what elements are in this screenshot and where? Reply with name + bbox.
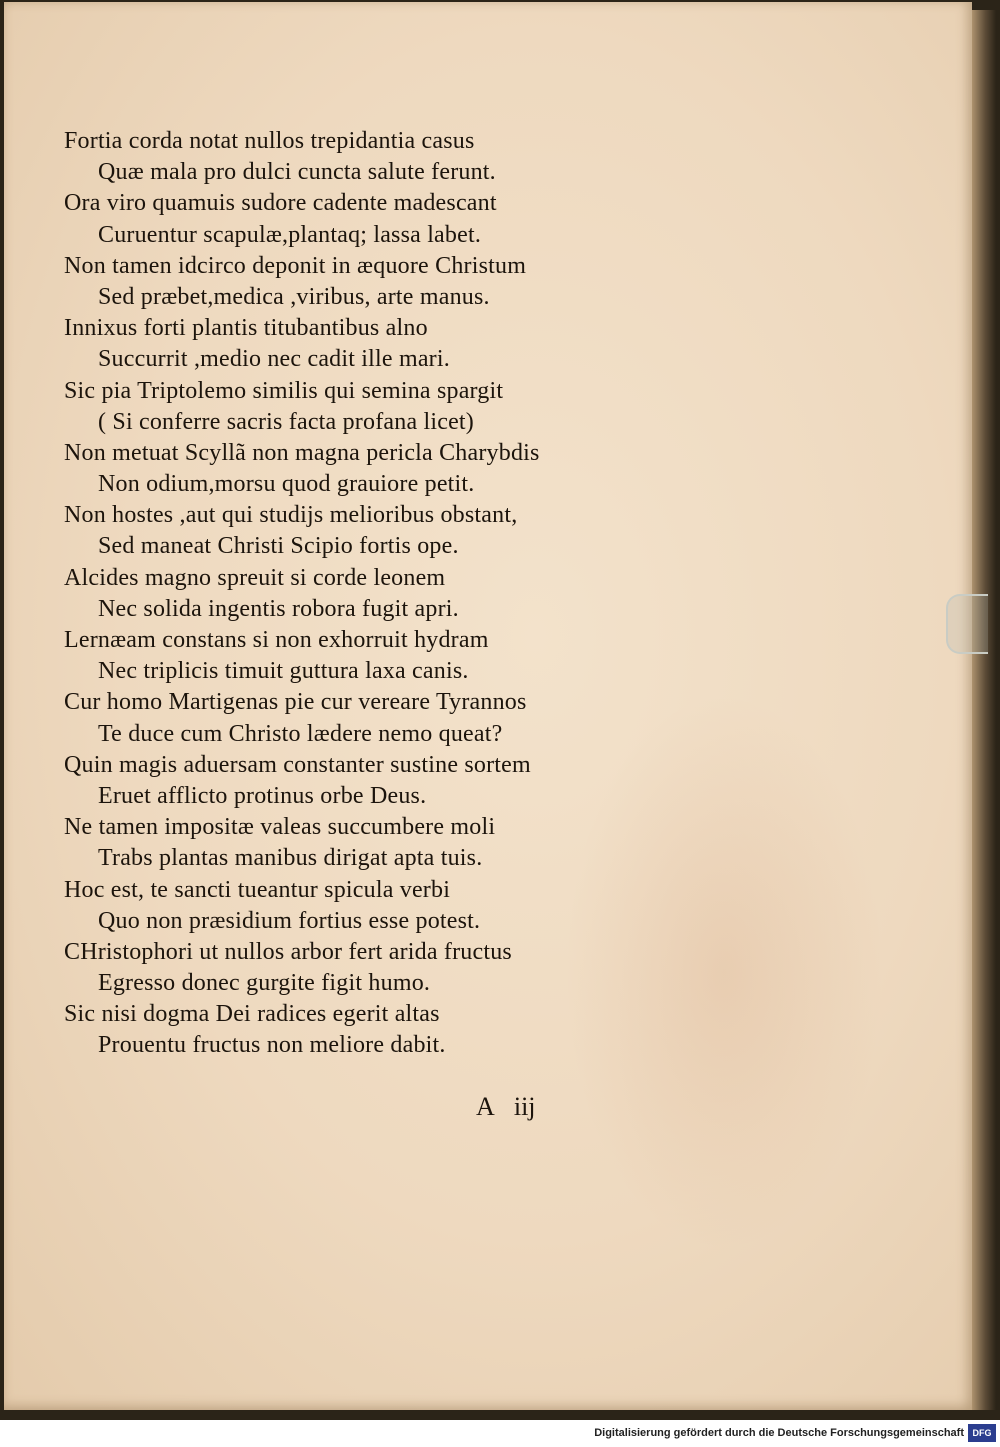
poem-line: ( Si conferre sacris facta profana licet) — [98, 408, 474, 435]
poem-line: Innixus forti plantis titubantibus alno — [64, 315, 428, 342]
poem-line: Fortia corda notat nullos trepidantia casus — [64, 128, 475, 154]
poem-line: Quin magis aduersam constanter sustine sortem — [64, 751, 531, 778]
poem-line: Nec triplicis timuit guttura laxa canis. — [98, 658, 469, 685]
poem-line: Sed præbet,medica ,viribus, arte manus. — [98, 283, 490, 310]
signature-mark: A iij — [476, 1092, 536, 1121]
poem-line: Nec solida ingentis robora fugit apri. — [98, 595, 459, 622]
poem-line: Te duce cum Christo lædere nemo queat? — [98, 720, 503, 747]
dfg-logo: DFG — [968, 1424, 996, 1442]
poem-line: CHristophori ut nullos arbor fert arida fructus — [64, 938, 512, 965]
poem-line: Ora viro quamuis sudore cadente madescant — [64, 190, 497, 217]
poem-line: Ne tamen impositæ valeas succumbere moli — [64, 814, 496, 841]
poem-line: Quo non præsidium fortius esse potest. — [98, 907, 481, 934]
digitization-footer — [0, 1420, 1000, 1447]
poem-line: Lernæam constans si non exhorruit hydram — [64, 627, 489, 653]
poem-line: Sic pia Triptolemo similis qui semina spargit — [64, 377, 504, 404]
poem-line: Sed maneat Christi Scipio fortis ope. — [98, 533, 459, 560]
poem-line: Succurrit ,medio nec cadit ille mari. — [98, 346, 450, 373]
poem-line: Eruet afflicto protinus orbe Deus. — [98, 782, 427, 809]
poem-line: Curuentur scapulæ,plantaq; lassa labet. — [98, 221, 482, 248]
poem-line: Non odium,morsu quod grauiore petit. — [98, 471, 475, 498]
page-tab-marker — [946, 594, 988, 654]
poem-line: Non tamen idcirco deponit in æquore Christum — [64, 252, 527, 279]
poem-line: Hoc est, te sancti tueantur spicula verbi — [64, 876, 451, 903]
footer-credit: Digitalisierung gefördert durch die Deutsche Forschungsgemeinschaft — [594, 1427, 964, 1439]
poem-line: Cur homo Martigenas pie cur vereare Tyrannos — [64, 689, 527, 716]
poem-line: Alcides magno spreuit si corde leonem — [64, 564, 446, 591]
poem-line: Non hostes ,aut qui studijs melioribus obstant, — [64, 502, 518, 529]
poem-text — [64, 126, 704, 1062]
poem-line: Prouentu fructus non meliore dabit. — [98, 1032, 446, 1059]
poem-line: Quæ mala pro dulci cuncta salute ferunt. — [98, 159, 496, 186]
poem-line: Non metuat Scyllã non magna pericla Charybdis — [64, 439, 540, 466]
page-edge — [970, 10, 996, 1410]
poem-line: Sic nisi dogma Dei radices egerit altas — [64, 1001, 440, 1028]
poem-line: Egresso donec gurgite figit humo. — [98, 970, 431, 997]
poem-line: Trabs plantas manibus dirigat apta tuis. — [98, 845, 483, 872]
